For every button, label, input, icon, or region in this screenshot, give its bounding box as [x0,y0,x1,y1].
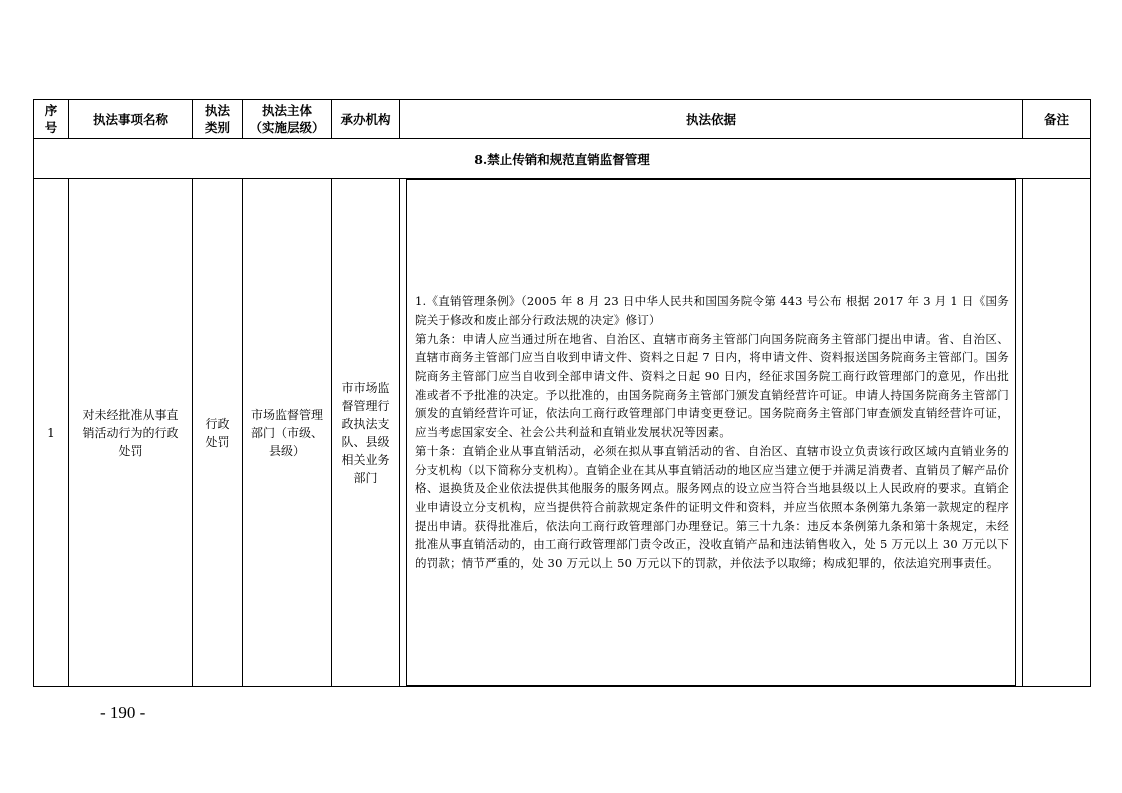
row-category: 行政处罚 [193,179,243,687]
row-name: 对未经批准从事直销活动行为的行政处罚 [69,179,193,687]
basis-paragraph-2: 第九条：申请人应当通过所在地省、自治区、直辖市商务主管部门向国务院商务主管部门提出申请。省、自治区、直辖市商务主管部门应当自收到申请文件、资料之日起 7 日内，将申请文件、资料报送国务院商务主管部门。国务院商务主管部门应当自收到全部申请文件、资料之日起 90 日内，经征求国务院工商行政管理部门的意见，作出批准或者不予批准的决定。予以批准的，由国务院商务主管部门颁发直销经营许可证。申请人持国务院商务主管部门颁发的直销经营许可证，依法向工商行政管理部门申请变更登记。国务院商务主管部门审查颁发直销经营许可证，应当考虑国家安全、社会公共利益和直销业发展状况等因素。 [415,331,1009,440]
header-name: 执法事项名称 [69,100,193,139]
row-subject: 市场监督管理部门（市级、县级） [243,179,332,687]
header-category: 执法 类别 [193,100,243,139]
header-agency: 承办机构 [332,100,400,139]
row-remark [1023,179,1091,687]
page-number: - 190 - [100,703,146,722]
header-subject: 执法主体 （实施层级） [243,100,332,139]
row-basis [400,179,1023,687]
basis-text-block [406,179,1016,686]
section-title: 8.禁止传销和规范直销监督管理 [34,139,1091,179]
header-seq: 序 号 [34,100,69,139]
law-enforcement-table [33,99,1091,687]
table-row [34,179,1091,687]
section-row [34,139,1091,179]
basis-paragraph-3: 第十条：直销企业从事直销活动，必须在拟从事直销活动的省、自治区、直辖市设立负责该行政区域内直销业务的分支机构（以下简称分支机构）。直销企业在其从事直销活动的地区应当建立便于并满足消费者、直销员了解产品价格、退换货及企业依法提供其他服务的服务网点。服务网点的设立应当符合当地县级以上人民政府的要求。直销企业申请设立分支机构，应当提供符合前款规定条件的证明文件和资料，并应当依照本条例第九条第一款规定的程序提出申请。获得批准后，依法向工商行政管理部门办理登记。第三十九条：违反本条例第九条和第十条规定，未经批准从事直销活动的，由工商行政管理部门责令改正，没收直销产品和违法销售收入，处 5 万元以上 30 万元以下的罚款；情节严重的，处 30 万元以上 50 万元以下的罚款，并依法予以取缔；构成犯罪的，依法追究刑事责任。 [415,443,1009,571]
basis-paragraph-1: 1.《直销管理条例》（2005 年 8 月 23 日中华人民共和国国务院令第 443 号公布 根据 2017 年 3 月 1 日《国务院关于修改和废止部分行政法规的决定》修订） [415,294,1009,327]
header-row [34,100,1091,139]
header-basis: 执法依据 [400,100,1023,139]
row-agency: 市市场监督管理行政执法支队、县级相关业务部门 [332,179,400,687]
row-seq: 1 [34,179,69,687]
header-remark: 备注 [1023,100,1091,139]
